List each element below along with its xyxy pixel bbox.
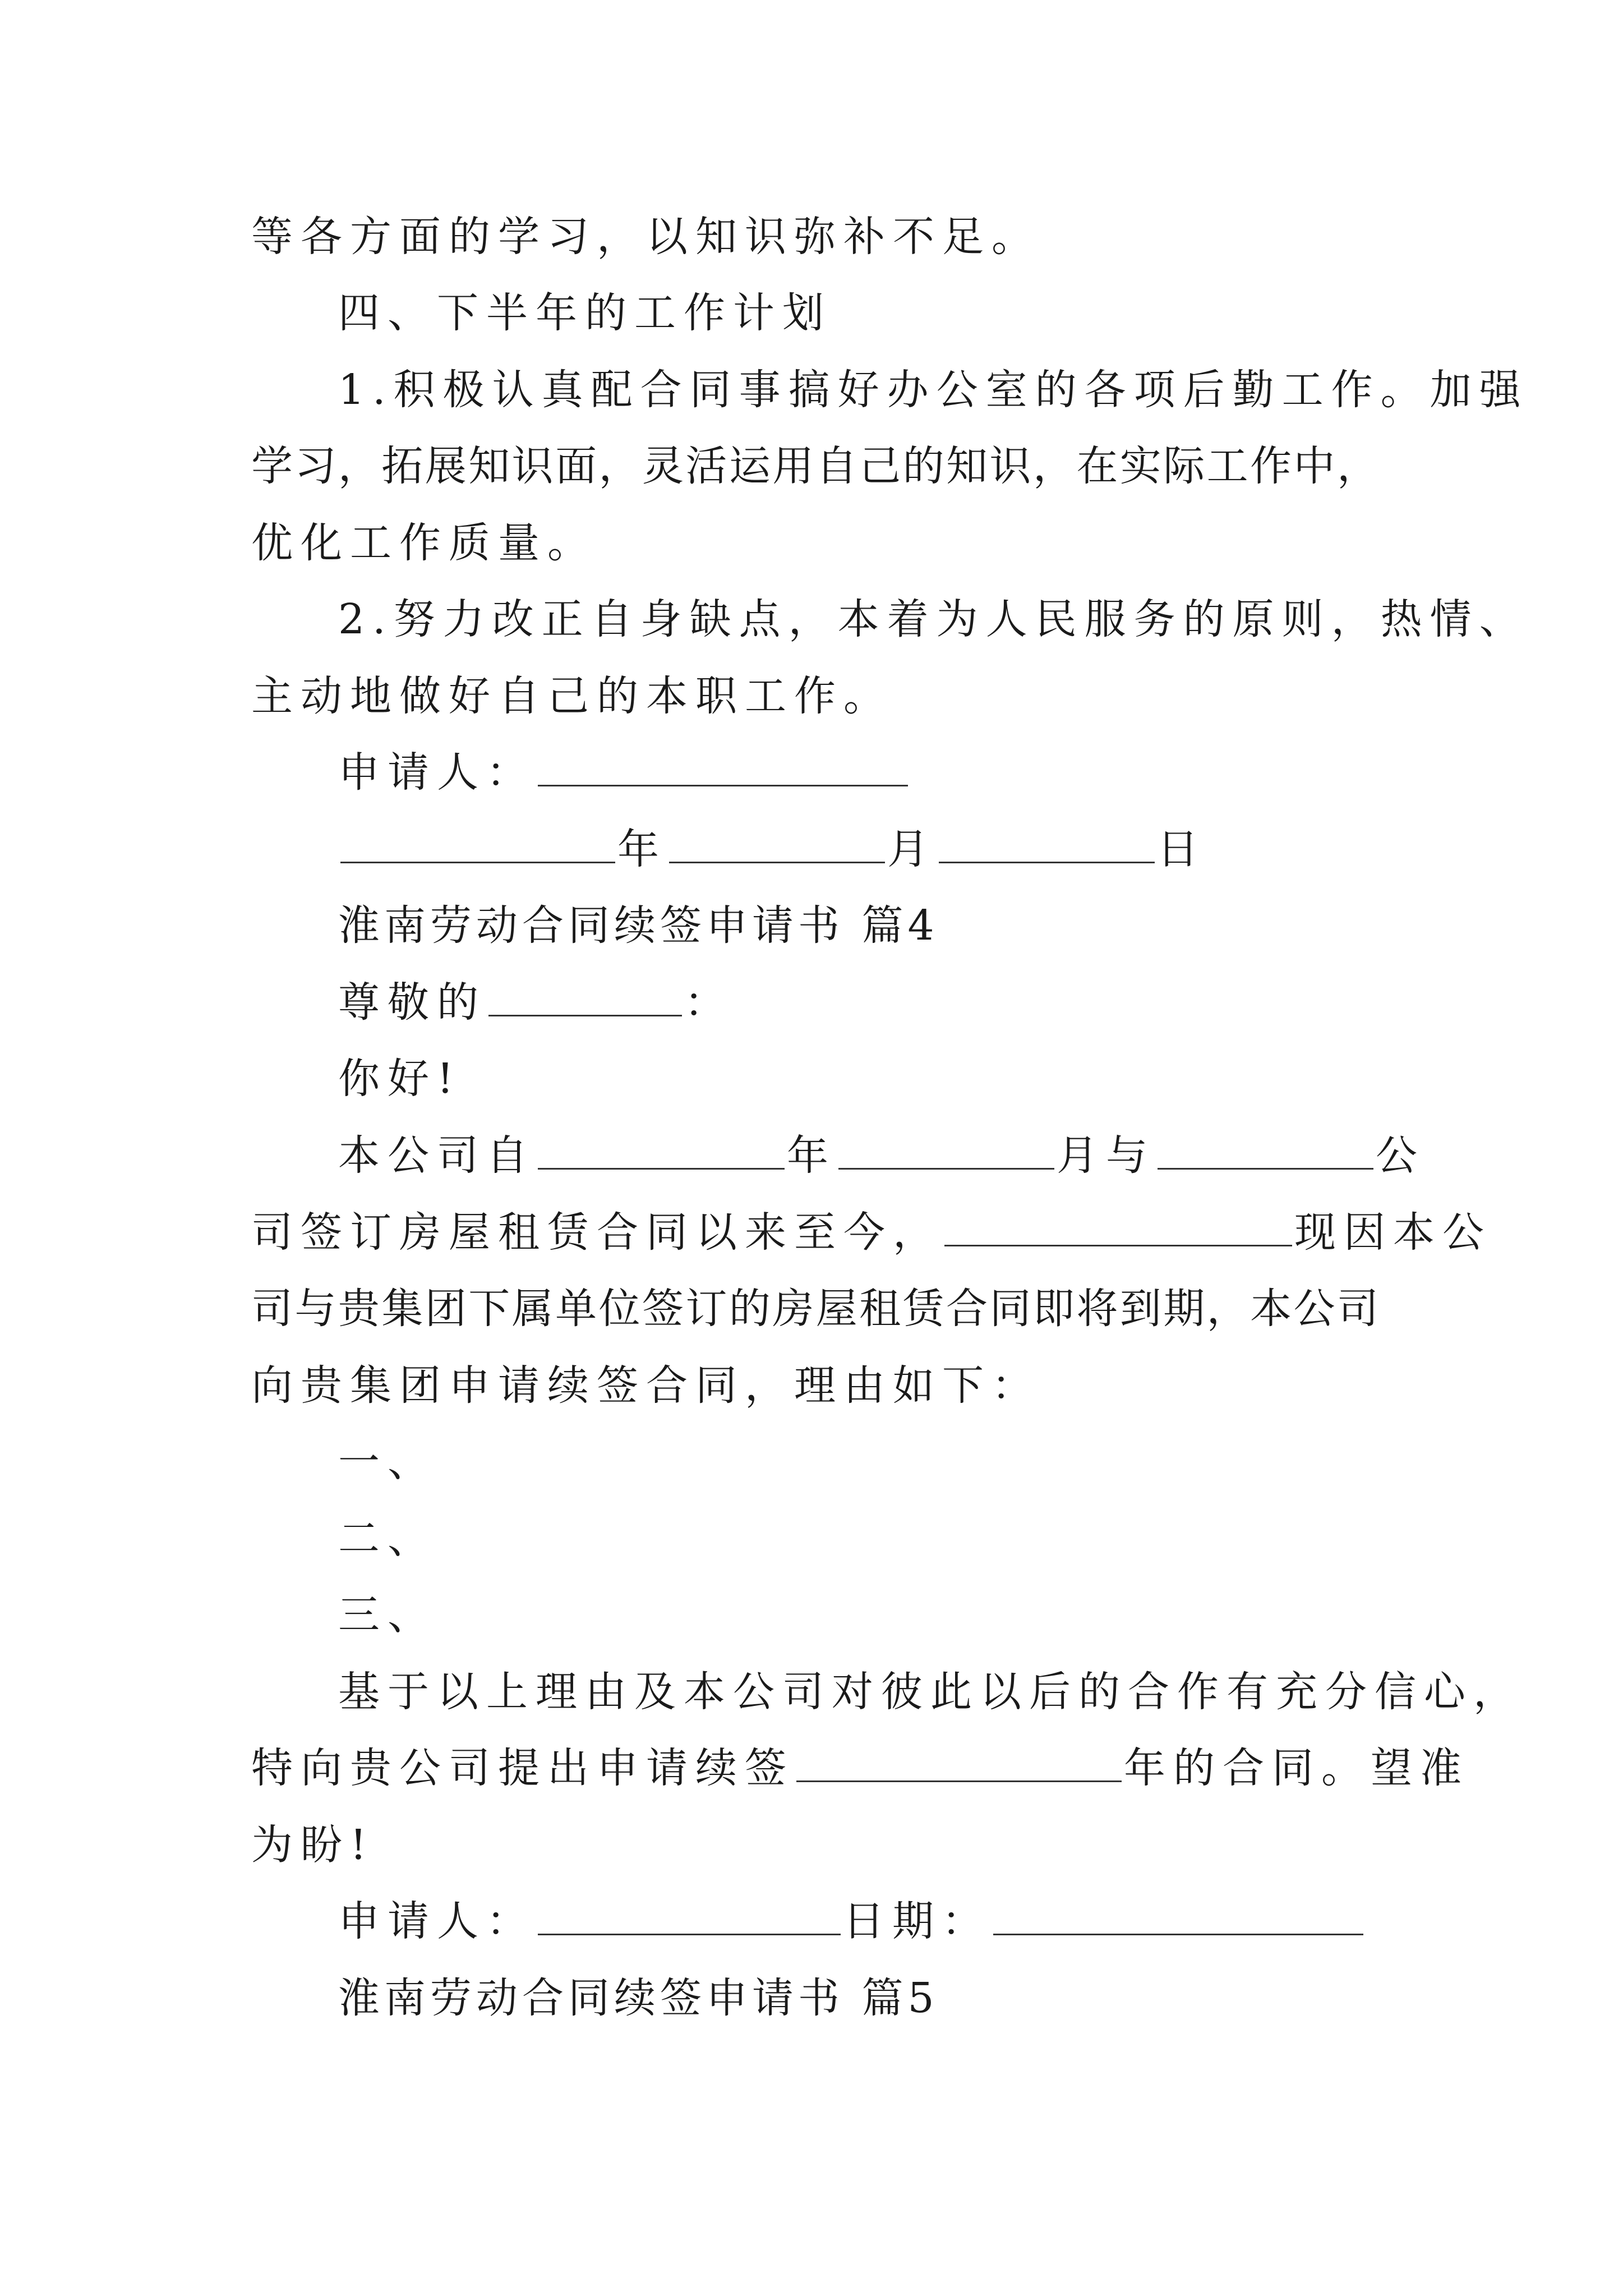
- body-line-4: [251, 1358, 1041, 1414]
- document-title: [338, 898, 939, 954]
- closing-line-1: [338, 1664, 1523, 1720]
- day-label: 日: [1157, 825, 1206, 873]
- month-blank: [669, 827, 885, 863]
- salutation: [338, 974, 734, 1030]
- greeting-text: 你好!: [338, 1055, 462, 1103]
- paragraph-line: [251, 209, 1041, 265]
- text: 司签订房屋租赁合同以来至今，: [251, 1208, 942, 1257]
- reason-item-3: [338, 1587, 437, 1643]
- body-line-1: [338, 1128, 1425, 1184]
- text: 2.努力改正自身缺点，本着为人民服务的原则，热情、: [338, 595, 1529, 643]
- salutation-prefix: 尊敬的: [338, 978, 486, 1027]
- reason-label: 三、: [338, 1591, 437, 1639]
- text: 1.积极认真配合同事搞好办公室的各项后勤工作。加强: [338, 366, 1529, 414]
- start-month-blank: [838, 1133, 1054, 1170]
- reason-label: 二、: [338, 1515, 437, 1563]
- text: 司与贵集团下属单位签订的房屋租赁合同即将到期，本公司: [251, 1285, 1378, 1333]
- text: 月与: [1057, 1131, 1155, 1180]
- body-line-2: [251, 1204, 1492, 1260]
- applicant-line: [338, 744, 910, 800]
- date-line: [338, 821, 1206, 877]
- greeting: [338, 1051, 462, 1107]
- text: 优化工作质量。: [251, 519, 597, 567]
- year-label: 年: [617, 825, 667, 873]
- day-blank: [939, 827, 1155, 863]
- body-line-3: [251, 1281, 1378, 1337]
- applicant-label: 申请人：: [338, 1897, 536, 1945]
- document-title: [338, 1970, 939, 2026]
- month-label: 月: [887, 825, 937, 873]
- text: 特向贵公司提出申请续签: [251, 1744, 794, 1792]
- text: 本公司自: [338, 1131, 536, 1180]
- company-blank: [1158, 1133, 1373, 1170]
- text: 学习，拓展知识面，灵活运用自己的知识，在实际工作中，: [251, 442, 1378, 490]
- signature-line: [338, 1893, 1366, 1949]
- reason-item-1: [338, 1434, 437, 1490]
- closing-line-3: [251, 1817, 375, 1873]
- text: 等各方面的学习，以知识弥补不足。: [251, 213, 1041, 261]
- list-item-2-line-1: [338, 591, 1529, 647]
- title-text: 淮南劳动合同续签申请书 篇4: [338, 901, 939, 950]
- reason-blank: [944, 1210, 1292, 1246]
- applicant-blank: [538, 750, 908, 786]
- text: 向贵集团申请续签合同，理由如下：: [251, 1361, 1041, 1410]
- date-blank: [993, 1899, 1363, 1935]
- list-item-1-line-3: [251, 515, 597, 571]
- closing-line-2: [251, 1740, 1469, 1796]
- salutation-suffix: ：: [684, 978, 734, 1027]
- renewal-years-blank: [796, 1746, 1122, 1782]
- text: 年的合同。望准: [1124, 1744, 1469, 1792]
- text: 主动地做好自己的本职工作。: [251, 672, 893, 720]
- list-item-1-line-1: [338, 362, 1529, 418]
- text: 基于以上理由及本公司对彼此以后的合作有充分信心，: [338, 1668, 1523, 1716]
- year-blank: [340, 827, 615, 863]
- list-item-1-line-2: [251, 438, 1378, 494]
- applicant-label: 申请人：: [338, 748, 536, 797]
- list-item-2-line-2: [251, 668, 893, 724]
- recipient-blank: [488, 980, 682, 1016]
- date-label: 日期：: [843, 1897, 991, 1945]
- start-year-blank: [538, 1133, 785, 1170]
- applicant-blank: [538, 1899, 841, 1935]
- text: 公: [1376, 1131, 1425, 1180]
- heading-text: 四、下半年的工作计划: [338, 289, 832, 337]
- text: 现因本公: [1294, 1208, 1492, 1257]
- reason-item-2: [338, 1511, 437, 1567]
- reason-label: 一、: [338, 1438, 437, 1486]
- section-heading: [338, 285, 832, 341]
- text: 为盼!: [251, 1821, 375, 1869]
- text: 年: [787, 1131, 836, 1180]
- title-text: 淮南劳动合同续签申请书 篇5: [338, 1974, 939, 2022]
